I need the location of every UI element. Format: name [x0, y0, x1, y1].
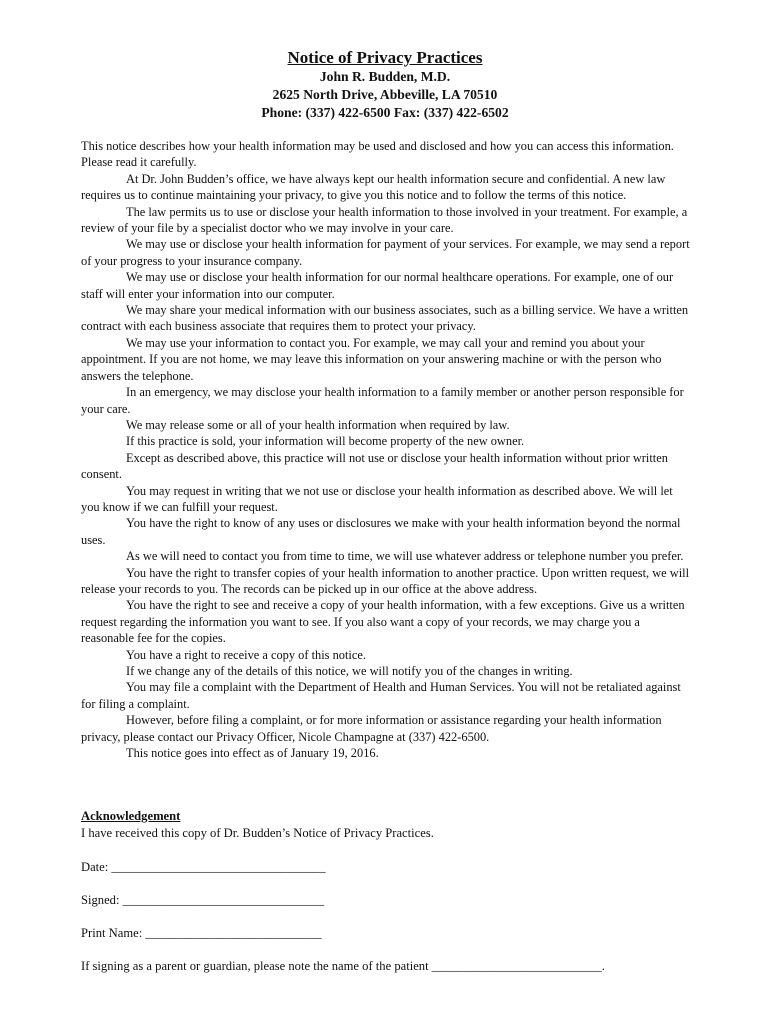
notice-body: [81, 138, 691, 761]
notice-paragraph: At Dr. John Budden’s office, we have always kept our health information secure and confidential. A new law requires us to continue maintaining your privacy, to give you this notice and to follow the terms of this notice.: [81, 171, 666, 203]
office-address: 2625 North Drive, Abbeville, LA 70510: [272, 87, 498, 102]
notice-paragraph: We may use your information to contact you. For example, we may call your and remind you about your appointment. If you are not home, we may leave this information on your answering machine or with the person who answers the telephone.: [81, 335, 662, 383]
physician-name: John R. Budden, M.D.: [319, 69, 451, 84]
notice-paragraph: We may share your medical information with our business associates, such as a billing service. We have a written contract with each business associate that requires them to protect your privacy.: [81, 303, 689, 334]
notice-paragraph: You may request in writing that we not use or disclose your health information as described above. We will let you know if we can fulfill your request.: [81, 483, 673, 514]
notice-paragraph: If we change any of the details of this notice, we will notify you of the changes in writing.: [126, 664, 573, 678]
notice-paragraph: You have the right to see and receive a copy of your health information, with a few exceptions. Give us a written request regarding the information you want to see. If you also want a copy of your records, we may charge you a reasonable fee for the copies.: [81, 598, 685, 646]
notice-paragraph: The law permits us to use or disclose your health information to those involved in your treatment. For example, a review of your file by a specialist doctor who we may involve in your care.: [81, 204, 688, 236]
notice-paragraph: If this practice is sold, your information will become property of the new owner.: [126, 434, 525, 449]
date-field[interactable]: Date: __________________________________: [81, 860, 326, 874]
guardian-patient-name-field[interactable]: If signing as a parent or guardian, please note the name of the patient ___________________________.: [81, 959, 605, 973]
notice-paragraph: In an emergency, we may disclose your health information to a family member or another person responsible for your care.: [81, 385, 684, 416]
notice-paragraph: You have a right to receive a copy of this notice.: [126, 647, 366, 662]
notice-paragraph: You have the right to transfer copies of your health information to another practice. Upon written request, we will release your records to you. The records can be picked up in our office at the above address.: [81, 565, 690, 596]
notice-paragraph: You have the right to know of any uses or disclosures we make with your health information beyond the normal uses.: [81, 516, 681, 547]
acknowledgement-statement: I have received this copy of Dr. Budden’s Notice of Privacy Practices.: [81, 825, 434, 840]
print-name-field[interactable]: Print Name: ____________________________: [81, 926, 322, 940]
notice-paragraph: We may use or disclose your health information for our normal healthcare operations. For example, one of our staff will enter your information into our computer.: [81, 270, 674, 301]
document-title: Notice of Privacy Practices: [287, 48, 483, 67]
notice-paragraph: You may file a complaint with the Department of Health and Human Services. You will not be retaliated against for filing a complaint.: [81, 680, 681, 711]
notice-paragraph: Except as described above, this practice will not use or disclose your health information without prior written consent.: [81, 450, 668, 482]
notice-paragraph: This notice describes how your health information may be used and disclosed and how you can access this information. Please read it carefully.: [81, 139, 674, 170]
acknowledgement-section: [81, 808, 701, 841]
acknowledgement-heading: Acknowledgement: [81, 809, 181, 823]
office-phone-fax: Phone: (337) 422-6500 Fax: (337) 422-6502: [261, 105, 509, 120]
document-header: [0, 48, 770, 122]
notice-paragraph: We may release some or all of your health information when required by law.: [126, 417, 510, 432]
notice-paragraph: We may use or disclose your health information for payment of your services. For example, we may send a report of your progress to your insurance company.: [81, 237, 690, 268]
signature-field[interactable]: Signed: ________________________________: [81, 893, 325, 907]
notice-paragraph: As we will need to contact you from time to time, we will use whatever address or telephone number you prefer.: [126, 549, 684, 564]
notice-paragraph: This notice goes into effect as of January 19, 2016.: [126, 746, 379, 761]
notice-paragraph: However, before filing a complaint, or for more information or assistance regarding your health information privacy, please contact our Privacy Officer, Nicole Champagne at (337) 422-6500.: [81, 713, 662, 744]
